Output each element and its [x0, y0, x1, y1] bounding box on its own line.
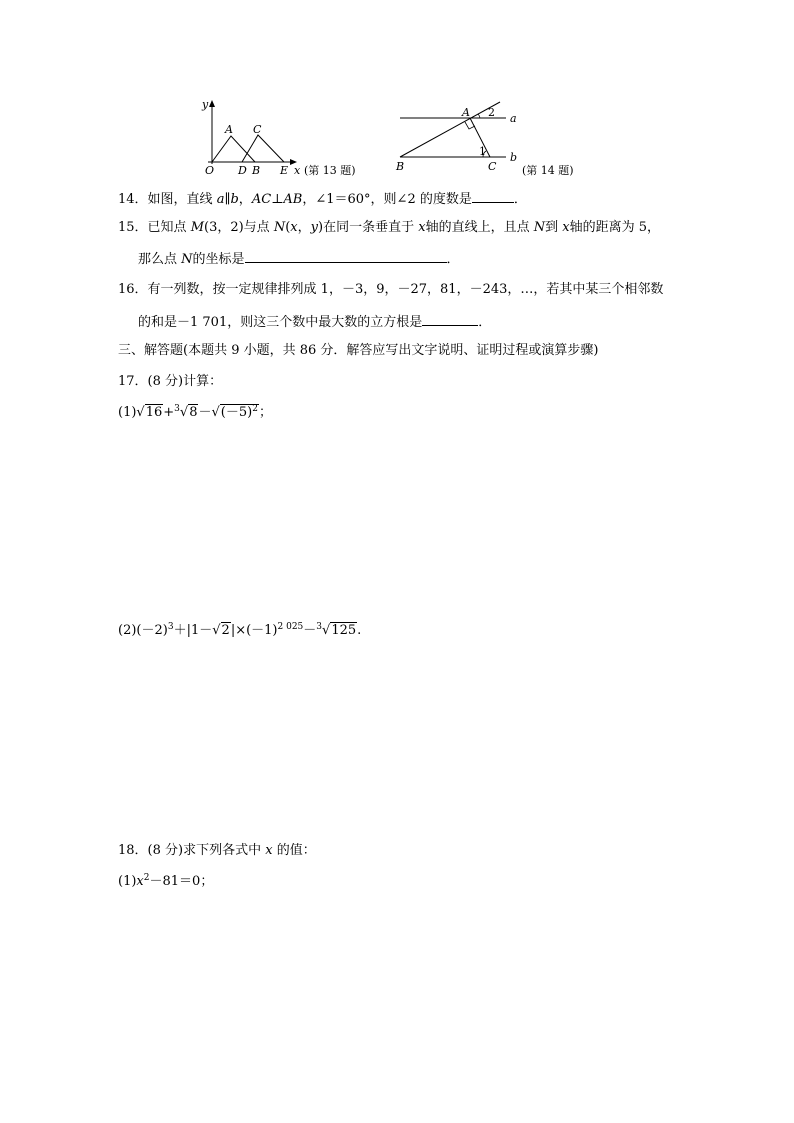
- q17-p2-term: |×(－1): [230, 623, 278, 638]
- label-b: B: [252, 164, 261, 177]
- q14-text: ，∠1＝60°，则∠2 的度数是: [302, 192, 472, 207]
- q15-x: x: [418, 220, 426, 235]
- q15-x: x: [290, 220, 298, 235]
- q15-n: N: [273, 220, 286, 235]
- q18-p1-exponent: 2: [143, 873, 150, 883]
- q18-text: 18．(8 分)求下列各式中: [118, 843, 266, 858]
- question-17-part1: [118, 405, 272, 422]
- sqrt-symbol: √: [212, 623, 221, 638]
- q15-text: )在同一条垂直于: [318, 220, 419, 235]
- label-angle-2: 2: [488, 106, 495, 119]
- q17-p2-radicand: 2: [221, 623, 230, 638]
- label-line-a: a: [510, 112, 517, 125]
- sqrt-symbol: √: [211, 405, 220, 420]
- q15-n: N: [181, 252, 193, 267]
- q14-parallel: ∥: [224, 192, 231, 207]
- angle-2-arc: [478, 114, 480, 118]
- label-c-point: C: [488, 160, 497, 173]
- cbrt-symbol: √: [322, 623, 331, 638]
- cbrt-symbol: √: [179, 405, 189, 420]
- triangle-oab: [212, 136, 255, 162]
- question-16-line2: [138, 313, 491, 331]
- figure-14: [392, 98, 592, 180]
- q14-answer-blank[interactable]: [472, 190, 514, 203]
- q14-b: b: [230, 192, 239, 207]
- q14-text: ，: [238, 192, 252, 207]
- q17-p1-op: +: [163, 405, 175, 420]
- q18-p1-label: (1): [118, 874, 137, 889]
- label-x: x: [294, 164, 301, 177]
- label-b-point: B: [396, 160, 405, 173]
- q17-p2-radicand: 125: [331, 623, 357, 638]
- q15-end: ．: [446, 252, 460, 267]
- q14-ac: AC: [251, 192, 272, 207]
- q17-p1-index: 3: [174, 404, 180, 414]
- q15-text: (: [285, 220, 291, 235]
- q15-x: x: [562, 220, 570, 235]
- triangle-dce: [242, 135, 284, 162]
- q17-p2-term: (－2): [136, 623, 168, 638]
- label-a: A: [225, 123, 233, 136]
- question-16-line1: 16．有一列数，按一定规律排列成 1，－3，9，－27，81，－243，…，若其中某三个相邻数: [118, 282, 664, 297]
- q17-p2-exponent: 3: [167, 622, 174, 632]
- q16-end: ．: [478, 315, 492, 330]
- question-18-title: [118, 843, 316, 859]
- caption-14: (第 14 题): [522, 164, 574, 177]
- q14-end: ．: [513, 192, 527, 207]
- q17-p1-radicand: 16: [145, 405, 163, 420]
- question-17-title: 17．(8 分)计算：: [118, 374, 223, 389]
- q18-p1-rest: －81＝0；: [149, 874, 214, 889]
- caption-13: (第 13 题): [304, 164, 356, 177]
- q17-p1-end: ；: [258, 405, 272, 420]
- q14-text: 14．如图，直线: [118, 192, 217, 207]
- q14-perp: ⊥: [271, 192, 284, 207]
- q16-answer-blank[interactable]: [422, 313, 478, 326]
- q18-p1-x: x: [136, 874, 144, 889]
- q17-p2-term: －: [303, 623, 317, 638]
- label-d: D: [238, 164, 247, 177]
- q15-answer-blank[interactable]: [245, 250, 447, 263]
- figure-13: [198, 98, 373, 180]
- q15-n: N: [533, 220, 546, 235]
- question-17-part2: [118, 623, 361, 640]
- y-axis-arrow: [209, 100, 215, 107]
- label-a-point: A: [462, 106, 470, 119]
- q17-p1-exponent: 2: [252, 404, 258, 414]
- q15-text: 15．已知点: [118, 220, 191, 235]
- label-line-b: b: [510, 151, 518, 164]
- q15-text: (3，2)与点: [204, 220, 274, 235]
- q15-text: 轴的直线上，且点: [425, 220, 534, 235]
- q15-m: M: [190, 220, 204, 235]
- q17-p2-label: (2): [118, 623, 137, 638]
- q17-p1-radicand: (－5): [220, 405, 253, 420]
- section-3-heading: 三、解答题(本题共 9 小题，共 86 分．解答应写出文字说明、证明过程或演算步骤): [118, 343, 599, 358]
- q17-p1-radicand: 8: [189, 405, 198, 420]
- q17-p2-exponent: 2 025: [277, 622, 304, 632]
- q17-p2-end: .: [357, 623, 362, 638]
- label-angle-1: 1: [479, 145, 486, 158]
- label-e: E: [280, 164, 289, 177]
- q17-p1-op: －: [198, 405, 212, 420]
- q17-p2-index: 3: [316, 622, 323, 632]
- q15-text: 到: [545, 220, 563, 235]
- q18-text: 的值：: [272, 843, 316, 858]
- question-14: [118, 190, 527, 208]
- question-15-line1: [118, 220, 660, 236]
- q14-a: a: [216, 192, 225, 207]
- q17-p2-term: ＋|1－: [173, 623, 213, 638]
- sqrt-symbol: √: [136, 405, 145, 420]
- label-y: y: [202, 98, 209, 111]
- question-15-line2: [138, 250, 460, 268]
- q15-y: y: [310, 220, 318, 235]
- q18-x: x: [265, 843, 273, 858]
- label-c: C: [253, 123, 262, 136]
- label-o: O: [205, 164, 215, 177]
- q15-text: 那么点: [138, 252, 182, 267]
- q15-text: 轴的距离为 5，: [569, 220, 660, 235]
- q15-text: ，: [297, 220, 311, 235]
- q17-p1-label: (1): [118, 405, 137, 420]
- q16-text: 的和是－1 701，则这三个数中最大数的立方根是: [138, 315, 423, 330]
- q14-ab: AB: [283, 192, 303, 207]
- q15-text: 的坐标是: [192, 252, 245, 267]
- question-18-part1: [118, 874, 213, 891]
